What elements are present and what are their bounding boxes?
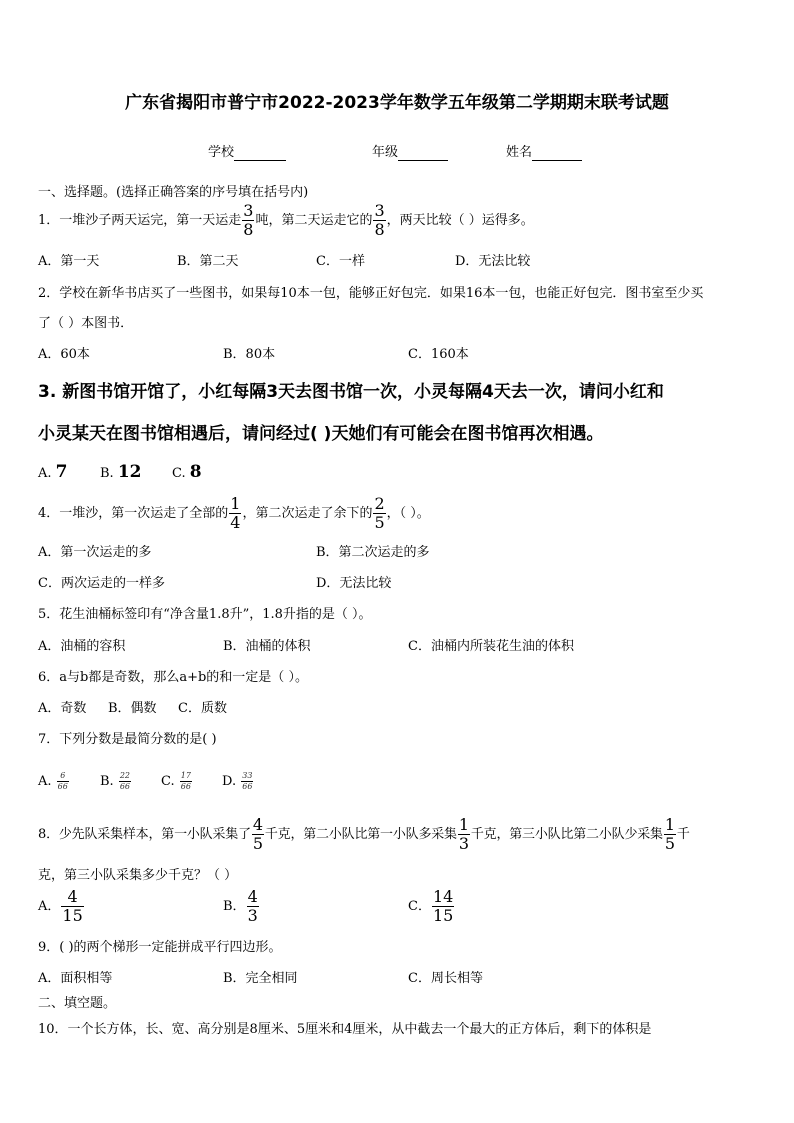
q2-option-c[interactable]: C．160本	[408, 347, 469, 362]
q8-option-c[interactable]	[408, 888, 455, 926]
q6-option-a[interactable]: A．奇数	[38, 701, 87, 716]
q8-fraction-2: $\frac{1}{3}$	[458, 815, 469, 853]
q4-text-c: ，（ ）。	[386, 506, 430, 521]
q3-option-a[interactable]	[38, 462, 68, 482]
q8-option-a-label: A．	[38, 899, 61, 914]
q6-option-b[interactable]: B．偶数	[108, 701, 157, 716]
q3-option-a-label: A.	[38, 466, 52, 481]
q7-option-d[interactable]	[222, 767, 254, 797]
q8-fraction-1: $\frac{4}{5}$	[252, 815, 263, 853]
q3-option-c-label: C.	[172, 466, 186, 481]
q4-option-d[interactable]: D．无法比较	[316, 576, 392, 591]
q7-option-c-label: C.	[161, 774, 175, 789]
q7-option-b[interactable]	[100, 767, 132, 797]
q1-fraction-1: $\frac{3}{8}$	[243, 201, 254, 239]
q8-text-d: 千	[676, 827, 690, 842]
q4-option-a[interactable]: A．第一次运走的多	[38, 545, 152, 560]
q1-option-a[interactable]: A．第一天	[38, 254, 100, 269]
question-2-line-2: 了（ ）本图书．	[38, 316, 134, 331]
q4-text-b: ，第二次运走了余下的	[242, 506, 373, 521]
question-5: 5．花生油桶标签印有“净含量1.8升”，1.8升指的是（ ）。	[38, 607, 372, 622]
q7-option-d-label: D.	[222, 774, 237, 789]
q8-option-c-label: C．	[408, 899, 431, 914]
q3-option-b-label: B.	[100, 466, 114, 481]
q8-option-a[interactable]	[38, 888, 85, 926]
q8-text-a: 8．少先队采集样本，第一小队采集了	[38, 827, 251, 842]
q7-option-a-label: A.	[38, 774, 52, 789]
q3-option-b[interactable]	[100, 462, 142, 482]
question-9: 9．( )的两个梯形一定能拼成平行四边形。	[38, 940, 282, 955]
q3-option-c-value: 8	[189, 462, 202, 482]
name-field[interactable]	[506, 141, 582, 161]
q4-fraction-2: $\frac{2}{5}$	[374, 494, 385, 532]
grade-field[interactable]	[372, 141, 448, 161]
q2-option-a[interactable]: A．60本	[38, 347, 90, 362]
q1-text-c: ，两天比较（ ）运得多。	[386, 213, 534, 228]
grade-blank[interactable]	[398, 145, 448, 161]
name-blank[interactable]	[532, 145, 582, 161]
q8-option-b-label: B．	[223, 899, 246, 914]
q9-option-b[interactable]: B．完全相同	[223, 971, 298, 986]
q8-option-a-fraction: $\frac{4}{15}$	[62, 887, 83, 925]
q7-option-d-fraction: $\frac{33}{66}$	[242, 771, 253, 791]
q7-option-a-fraction: $\frac{6}{66}$	[57, 771, 68, 791]
school-label: 学校	[208, 145, 235, 160]
q7-option-c-fraction: $\frac{17}{66}$	[180, 771, 191, 791]
section-heading-fill: 二、填空题。	[38, 996, 117, 1011]
school-blank[interactable]	[234, 145, 286, 161]
q3-option-c[interactable]	[172, 462, 202, 482]
q1-option-d[interactable]: D．无法比较	[455, 254, 531, 269]
grade-label: 年级	[372, 145, 399, 160]
q1-fraction-2: $\frac{3}{8}$	[374, 201, 385, 239]
q8-text-c: 千克，第三小队比第二小队少采集	[470, 827, 663, 842]
question-10: 10．一个长方体，长、宽、高分别是8厘米、5厘米和4厘米，从中截去一个最大的正方体后，剩下的体积是	[38, 1022, 652, 1037]
q8-option-b[interactable]	[223, 888, 260, 926]
school-field[interactable]	[208, 141, 286, 161]
q6-option-c[interactable]: C．质数	[178, 701, 227, 716]
q8-option-c-fraction: $\frac{14}{15}$	[432, 887, 454, 925]
name-label: 姓名	[506, 145, 533, 160]
q1-option-b[interactable]: B．第二天	[177, 254, 239, 269]
q4-fraction-1: $\frac{1}{4}$	[230, 494, 241, 532]
q1-option-c[interactable]: C．一样	[316, 254, 365, 269]
question-8-line-2: 克，第三小队采集多少千克？（ ）	[38, 868, 238, 883]
question-2-line-1: 2．学校在新华书店买了一些图书，如果每10本一包，能够正好包完．如果16本一包，也能正好包完．图书室至少买	[38, 286, 704, 301]
q7-option-c[interactable]	[161, 767, 193, 797]
question-4	[38, 496, 430, 531]
q9-option-c[interactable]: C．周长相等	[408, 971, 483, 986]
q4-text-a: 4．一堆沙，第一次运走了全部的	[38, 506, 229, 521]
q3-option-b-value: 12	[117, 462, 142, 482]
question-7: 7．下列分数是最简分数的是( )	[38, 732, 217, 747]
q3-option-a-value: 7	[55, 462, 68, 482]
q8-option-b-fraction: $\frac{4}{3}$	[247, 887, 258, 925]
q1-text-b: 吨，第二天运走它的	[255, 213, 373, 228]
q8-fraction-3: $\frac{1}{5}$	[664, 815, 675, 853]
question-3-line-1: 3. 新图书馆开馆了，小红每隔3天去图书馆一次，小灵每隔4天去一次，请问小红和	[38, 382, 664, 402]
q9-option-a[interactable]: A．面积相等	[38, 971, 113, 986]
question-1	[38, 203, 534, 238]
q4-option-c[interactable]: C．两次运走的一样多	[38, 576, 165, 591]
section-heading-choice: 一、选择题。(选择正确答案的序号填在括号内)	[38, 185, 309, 200]
question-8-line-1	[38, 817, 690, 853]
q7-option-a[interactable]	[38, 767, 70, 797]
q2-option-b[interactable]: B．80本	[223, 347, 276, 362]
q1-text-a: 1．一堆沙子两天运完，第一天运走	[38, 213, 242, 228]
q5-option-c[interactable]: C．油桶内所装花生油的体积	[408, 639, 574, 654]
q4-option-b[interactable]: B．第二次运走的多	[316, 545, 430, 560]
question-6: 6．a与b都是奇数，那么a+b的和一定是（ ）。	[38, 670, 308, 685]
q5-option-a[interactable]: A．油桶的容积	[38, 639, 126, 654]
q8-text-b: 千克，第二小队比第一小队多采集	[264, 827, 457, 842]
question-3-line-2: 小灵某天在图书馆相遇后，请问经过( )天她们有可能会在图书馆再次相遇。	[38, 424, 604, 444]
q7-option-b-label: B.	[100, 774, 114, 789]
q5-option-b[interactable]: B．油桶的体积	[223, 639, 311, 654]
q7-option-b-fraction: $\frac{22}{66}$	[119, 771, 131, 791]
page-title: 广东省揭阳市普宁市2022-2023学年数学五年级第二学期期末联考试题	[125, 93, 669, 113]
